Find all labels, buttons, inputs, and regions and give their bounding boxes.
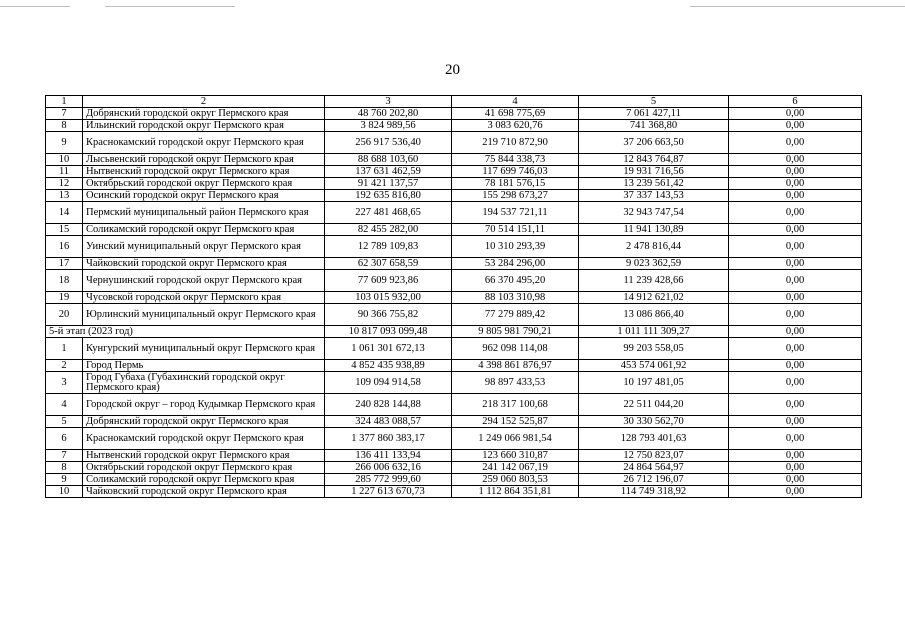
table-row xyxy=(46,428,862,450)
amount-col4-cell: 88 103 310,98 xyxy=(452,292,579,304)
municipality-name-cell: Город Губаха (Губахинский городской округ Пермского края) xyxy=(83,372,325,394)
amount-col6-cell: 0,00 xyxy=(729,270,862,292)
table-row xyxy=(46,360,862,372)
table-row xyxy=(46,486,862,498)
amount-col6-cell: 0,00 xyxy=(729,190,862,202)
municipality-name-cell: Осинский городской округ Пермского края xyxy=(83,190,325,202)
municipality-name-cell: Соликамский городской округ Пермского края xyxy=(83,474,325,486)
amount-col4-cell: 259 060 803,53 xyxy=(452,474,579,486)
amount-col6-cell: 0,00 xyxy=(729,178,862,190)
amount-col6-cell: 0,00 xyxy=(729,462,862,474)
amount-col5-cell: 22 511 044,20 xyxy=(579,394,729,416)
amount-total-cell: 62 307 658,59 xyxy=(325,258,452,270)
amount-col4-cell: 75 844 338,73 xyxy=(452,154,579,166)
amount-col5-cell: 128 793 401,63 xyxy=(579,428,729,450)
amount-col5-cell: 7 061 427,11 xyxy=(579,108,729,120)
row-number-cell: 2 xyxy=(46,360,83,372)
header-cell: 4 xyxy=(452,96,579,108)
amount-total-cell: 91 421 137,57 xyxy=(325,178,452,190)
table-row xyxy=(46,236,862,258)
amount-total-cell: 82 455 282,00 xyxy=(325,224,452,236)
amount-total-cell: 1 061 301 672,13 xyxy=(325,338,452,360)
amount-col4-cell: 78 181 576,15 xyxy=(452,178,579,190)
header-cell: 2 xyxy=(83,96,325,108)
amount-total-cell: 12 789 109,83 xyxy=(325,236,452,258)
municipality-name-cell: Чайковский городской округ Пермского края xyxy=(83,258,325,270)
row-number-cell: 7 xyxy=(46,108,83,120)
amount-col4-cell: 117 699 746,03 xyxy=(452,166,579,178)
municipality-name-cell: Нытвенский городской округ Пермского края xyxy=(83,450,325,462)
municipality-name-cell: Уинский муниципальный округ Пермского края xyxy=(83,236,325,258)
table-row xyxy=(46,394,862,416)
amount-col6-cell: 0,00 xyxy=(729,450,862,462)
row-number-cell: 6 xyxy=(46,428,83,450)
page-number: 20 xyxy=(445,62,460,78)
amount-col6-cell: 0,00 xyxy=(729,166,862,178)
budget-table xyxy=(45,95,862,498)
amount-col5-cell: 26 712 196,07 xyxy=(579,474,729,486)
stage-label-cell: 5-й этап (2023 год) xyxy=(46,326,325,338)
row-number-cell: 8 xyxy=(46,462,83,474)
municipality-name-cell: Октябрьский городской округ Пермского края xyxy=(83,178,325,190)
table-row xyxy=(46,304,862,326)
amount-col4-cell: 194 537 721,11 xyxy=(452,202,579,224)
row-number-cell: 13 xyxy=(46,190,83,202)
amount-col6-cell: 0,00 xyxy=(729,304,862,326)
scan-edge-line xyxy=(690,6,905,7)
amount-col6-cell: 0,00 xyxy=(729,292,862,304)
table-row xyxy=(46,372,862,394)
amount-total-cell: 90 366 755,82 xyxy=(325,304,452,326)
row-number-cell: 7 xyxy=(46,450,83,462)
amount-total-cell: 3 824 989,56 xyxy=(325,120,452,132)
amount-total-cell: 10 817 093 099,48 xyxy=(325,326,452,338)
scan-edge-line xyxy=(105,6,235,7)
municipality-name-cell: Ильинский городской округ Пермского края xyxy=(83,120,325,132)
amount-col6-cell: 0,00 xyxy=(729,416,862,428)
table-row xyxy=(46,474,862,486)
amount-col5-cell: 37 337 143,53 xyxy=(579,190,729,202)
amount-col6-cell: 0,00 xyxy=(729,202,862,224)
amount-col5-cell: 1 011 111 309,27 xyxy=(579,326,729,338)
row-number-cell: 8 xyxy=(46,120,83,132)
row-number-cell: 16 xyxy=(46,236,83,258)
amount-col5-cell: 13 239 561,42 xyxy=(579,178,729,190)
amount-total-cell: 136 411 133,94 xyxy=(325,450,452,462)
row-number-cell: 10 xyxy=(46,486,83,498)
amount-col5-cell: 99 203 558,05 xyxy=(579,338,729,360)
municipality-name-cell: Соликамский городской округ Пермского края xyxy=(83,224,325,236)
amount-col4-cell: 1 112 864 351,81 xyxy=(452,486,579,498)
table-row xyxy=(46,154,862,166)
amount-col4-cell: 1 249 066 981,54 xyxy=(452,428,579,450)
municipality-name-cell: Октябрьский городской округ Пермского края xyxy=(83,462,325,474)
municipality-name-cell: Краснокамский городской округ Пермского края xyxy=(83,132,325,154)
row-number-cell: 9 xyxy=(46,132,83,154)
amount-col6-cell: 0,00 xyxy=(729,474,862,486)
table-row xyxy=(46,190,862,202)
amount-col4-cell: 77 279 889,42 xyxy=(452,304,579,326)
amount-col6-cell: 0,00 xyxy=(729,108,862,120)
amount-col5-cell: 32 943 747,54 xyxy=(579,202,729,224)
amount-col5-cell: 10 197 481,05 xyxy=(579,372,729,394)
row-number-cell: 20 xyxy=(46,304,83,326)
row-number-cell: 19 xyxy=(46,292,83,304)
amount-col5-cell: 24 864 564,97 xyxy=(579,462,729,474)
amount-col6-cell: 0,00 xyxy=(729,372,862,394)
table-row xyxy=(46,416,862,428)
amount-col4-cell: 98 897 433,53 xyxy=(452,372,579,394)
table-row xyxy=(46,132,862,154)
amount-col5-cell: 741 368,80 xyxy=(579,120,729,132)
municipality-name-cell: Город Пермь xyxy=(83,360,325,372)
row-number-cell: 5 xyxy=(46,416,83,428)
row-number-cell: 14 xyxy=(46,202,83,224)
amount-col6-cell: 0,00 xyxy=(729,120,862,132)
municipality-name-cell: Юрлинский муниципальный округ Пермского края xyxy=(83,304,325,326)
amount-col5-cell: 12 750 823,07 xyxy=(579,450,729,462)
amount-col4-cell: 4 398 861 876,97 xyxy=(452,360,579,372)
amount-col6-cell: 0,00 xyxy=(729,486,862,498)
amount-total-cell: 192 635 816,80 xyxy=(325,190,452,202)
table-row xyxy=(46,292,862,304)
amount-col4-cell: 66 370 495,20 xyxy=(452,270,579,292)
amount-col5-cell: 114 749 318,92 xyxy=(579,486,729,498)
header-cell: 3 xyxy=(325,96,452,108)
row-number-cell: 17 xyxy=(46,258,83,270)
amount-col4-cell: 218 317 100,68 xyxy=(452,394,579,416)
table-row xyxy=(46,270,862,292)
amount-total-cell: 137 631 462,59 xyxy=(325,166,452,178)
amount-col4-cell: 53 284 296,00 xyxy=(452,258,579,270)
amount-col4-cell: 241 142 067,19 xyxy=(452,462,579,474)
municipality-name-cell: Пермский муниципальный район Пермского края xyxy=(83,202,325,224)
amount-col4-cell: 70 514 151,11 xyxy=(452,224,579,236)
amount-total-cell: 324 483 088,57 xyxy=(325,416,452,428)
amount-col4-cell: 9 805 981 790,21 xyxy=(452,326,579,338)
header-row xyxy=(46,96,862,108)
amount-col5-cell: 14 912 621,02 xyxy=(579,292,729,304)
amount-col5-cell: 9 023 362,59 xyxy=(579,258,729,270)
header-cell: 1 xyxy=(46,96,83,108)
table-row xyxy=(46,202,862,224)
row-number-cell: 15 xyxy=(46,224,83,236)
table-row xyxy=(46,224,862,236)
row-number-cell: 1 xyxy=(46,338,83,360)
table-row xyxy=(46,120,862,132)
municipality-name-cell: Чайковский городской округ Пермского края xyxy=(83,486,325,498)
amount-total-cell: 4 852 435 938,89 xyxy=(325,360,452,372)
row-number-cell: 9 xyxy=(46,474,83,486)
amount-col6-cell: 0,00 xyxy=(729,224,862,236)
amount-total-cell: 1 227 613 670,73 xyxy=(325,486,452,498)
amount-col6-cell: 0,00 xyxy=(729,132,862,154)
amount-col6-cell: 0,00 xyxy=(729,428,862,450)
amount-col5-cell: 37 206 663,50 xyxy=(579,132,729,154)
amount-total-cell: 88 688 103,60 xyxy=(325,154,452,166)
municipality-name-cell: Лысьвенский городской округ Пермского края xyxy=(83,154,325,166)
table-row xyxy=(46,108,862,120)
row-number-cell: 18 xyxy=(46,270,83,292)
amount-col4-cell: 219 710 872,90 xyxy=(452,132,579,154)
table-row xyxy=(46,166,862,178)
table-row xyxy=(46,178,862,190)
municipality-name-cell: Нытвенский городской округ Пермского края xyxy=(83,166,325,178)
table-row xyxy=(46,258,862,270)
amount-total-cell: 103 015 932,00 xyxy=(325,292,452,304)
amount-col5-cell: 19 931 716,56 xyxy=(579,166,729,178)
header-cell: 6 xyxy=(729,96,862,108)
amount-col4-cell: 123 660 310,87 xyxy=(452,450,579,462)
amount-col4-cell: 3 083 620,76 xyxy=(452,120,579,132)
amount-col6-cell: 0,00 xyxy=(729,236,862,258)
amount-col5-cell: 12 843 764,87 xyxy=(579,154,729,166)
row-number-cell: 12 xyxy=(46,178,83,190)
amount-total-cell: 48 760 202,80 xyxy=(325,108,452,120)
municipality-name-cell: Городской округ – город Кудымкар Пермского края xyxy=(83,394,325,416)
table-row xyxy=(46,450,862,462)
amount-col5-cell: 453 574 061,92 xyxy=(579,360,729,372)
amount-col4-cell: 155 298 673,27 xyxy=(452,190,579,202)
amount-total-cell: 285 772 999,60 xyxy=(325,474,452,486)
amount-total-cell: 240 828 144,88 xyxy=(325,394,452,416)
municipality-name-cell: Чусовской городской округ Пермского края xyxy=(83,292,325,304)
municipality-name-cell: Краснокамский городской округ Пермского края xyxy=(83,428,325,450)
row-number-cell: 10 xyxy=(46,154,83,166)
municipality-name-cell: Кунгурский муниципальный округ Пермского края xyxy=(83,338,325,360)
amount-col6-cell: 0,00 xyxy=(729,258,862,270)
header-cell: 5 xyxy=(579,96,729,108)
municipality-name-cell: Добрянский городской округ Пермского края xyxy=(83,108,325,120)
amount-total-cell: 1 377 860 383,17 xyxy=(325,428,452,450)
amount-col6-cell: 0,00 xyxy=(729,338,862,360)
municipality-name-cell: Чернушинский городской округ Пермского края xyxy=(83,270,325,292)
amount-col5-cell: 13 086 866,40 xyxy=(579,304,729,326)
scan-edge-line xyxy=(0,6,70,7)
amount-col5-cell: 11 239 428,66 xyxy=(579,270,729,292)
stage-row xyxy=(46,326,862,338)
row-number-cell: 11 xyxy=(46,166,83,178)
amount-total-cell: 109 094 914,58 xyxy=(325,372,452,394)
table-row xyxy=(46,462,862,474)
amount-col4-cell: 962 098 114,08 xyxy=(452,338,579,360)
amount-col5-cell: 2 478 816,44 xyxy=(579,236,729,258)
amount-col5-cell: 11 941 130,89 xyxy=(579,224,729,236)
amount-col6-cell: 0,00 xyxy=(729,326,862,338)
amount-col4-cell: 41 698 775,69 xyxy=(452,108,579,120)
amount-total-cell: 256 917 536,40 xyxy=(325,132,452,154)
row-number-cell: 4 xyxy=(46,394,83,416)
amount-total-cell: 266 006 632,16 xyxy=(325,462,452,474)
row-number-cell: 3 xyxy=(46,372,83,394)
amount-total-cell: 227 481 468,65 xyxy=(325,202,452,224)
table-row xyxy=(46,338,862,360)
municipality-name-cell: Добрянский городской округ Пермского края xyxy=(83,416,325,428)
amount-col4-cell: 294 152 525,87 xyxy=(452,416,579,428)
amount-col4-cell: 10 310 293,39 xyxy=(452,236,579,258)
amount-col6-cell: 0,00 xyxy=(729,360,862,372)
amount-total-cell: 77 609 923,86 xyxy=(325,270,452,292)
amount-col5-cell: 30 330 562,70 xyxy=(579,416,729,428)
amount-col6-cell: 0,00 xyxy=(729,394,862,416)
amount-col6-cell: 0,00 xyxy=(729,154,862,166)
table-body xyxy=(46,96,862,498)
